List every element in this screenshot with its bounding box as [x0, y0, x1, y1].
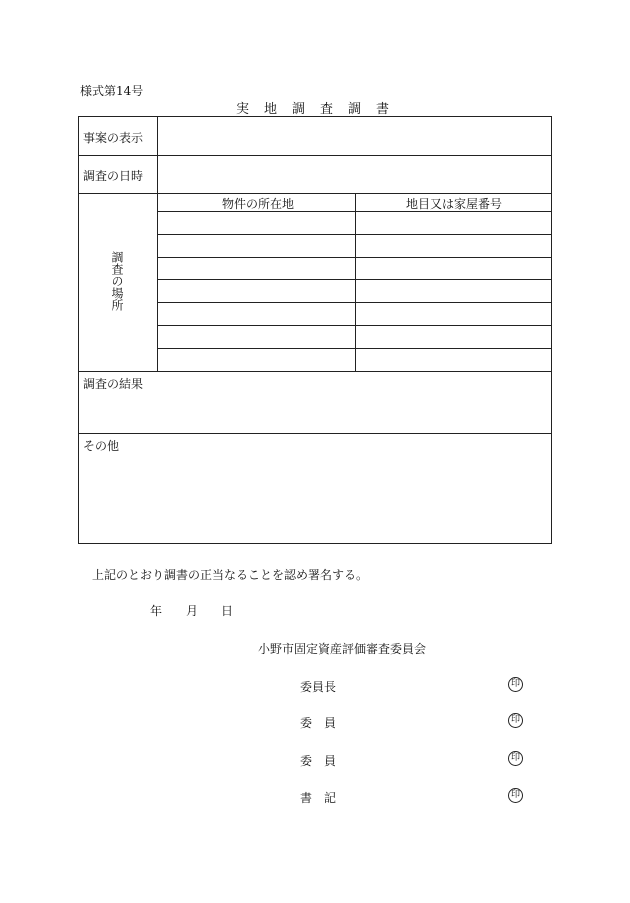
row-divider: [79, 371, 551, 372]
survey-table: [78, 116, 552, 544]
signatory-role: 書 記: [300, 791, 337, 805]
row-divider: [79, 155, 551, 156]
form-number: 様式第14号: [80, 84, 144, 98]
result-label: 調査の結果: [83, 377, 144, 391]
property-location-header: 物件の所在地: [222, 197, 295, 211]
location-column-divider: [355, 193, 356, 371]
row-divider: [79, 433, 551, 434]
row-divider: [157, 302, 551, 303]
seal-mark: 印: [508, 751, 523, 766]
seal-mark: 印: [508, 788, 523, 803]
other-label: その他: [83, 439, 120, 453]
row-divider: [79, 193, 551, 194]
row-divider: [157, 279, 551, 280]
row-divider: [157, 257, 551, 258]
certification-text: 上記のとおり調書の正当なることを認め署名する。: [92, 568, 369, 582]
lot-house-number-header: 地目又は家屋番号: [406, 197, 503, 211]
signatory-role: 委 員: [300, 716, 337, 730]
date-month: 月: [186, 604, 199, 618]
row-divider: [157, 325, 551, 326]
document-title: 実 地 調 査 調 書: [236, 102, 391, 117]
datetime-label: 調査の日時: [83, 169, 144, 183]
case-label: 事案の表示: [83, 131, 144, 145]
date-day: 日: [221, 604, 234, 618]
committee-name: 小野市固定資産評価審査委員会: [258, 642, 427, 656]
location-label: 調査の場所: [110, 251, 124, 311]
row-divider: [157, 234, 551, 235]
seal-mark: 印: [508, 713, 523, 728]
signatory-role: 委員長: [300, 680, 337, 694]
seal-mark: 印: [508, 677, 523, 692]
signatory-role: 委 員: [300, 754, 337, 768]
row-divider: [157, 348, 551, 349]
date-year: 年: [150, 604, 163, 618]
